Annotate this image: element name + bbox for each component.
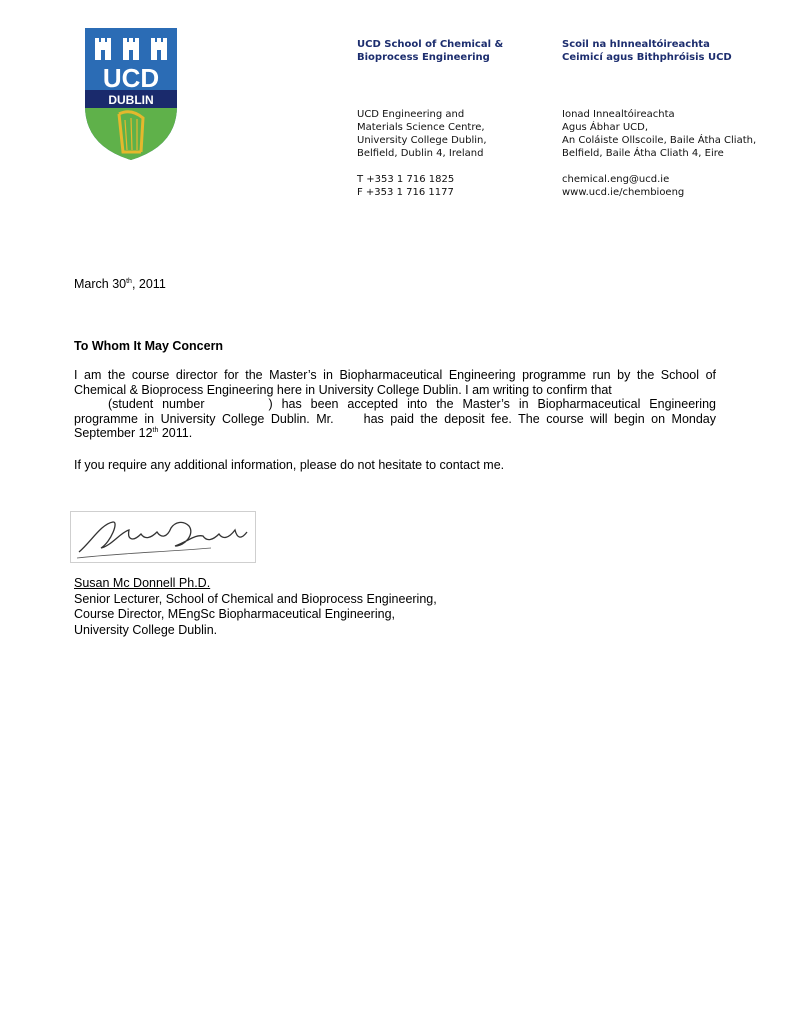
date-year: , 2011 [131, 277, 166, 291]
email-address: chemical.eng@ucd.ie [562, 174, 670, 185]
school-name-en-line2: Bioprocess Engineering [357, 52, 490, 63]
paragraph-text: (student number [108, 397, 205, 411]
body-paragraph-2: If you require any additional information, please do not hesitate to contact me. [74, 458, 505, 472]
school-name-en-line1: UCD School of Chemical & [357, 39, 504, 50]
address-ga-line: Agus Ábhar UCD, [562, 122, 649, 133]
school-name-ga-line1: Scoil na hInnealtóireachta [562, 39, 710, 50]
address-ga-line: Ionad Innealtóireachta [562, 109, 675, 120]
greeting: To Whom It May Concern [74, 339, 224, 353]
school-name-ga-line2: Ceimicí agus Bithphróisis UCD [562, 52, 732, 63]
school-name-ga [562, 38, 732, 64]
phone-fax [357, 173, 454, 199]
ordinal-suffix: th [152, 426, 159, 434]
website-url: www.ucd.ie/chembioeng [562, 187, 685, 198]
signatory-name: Susan Mc Donnell Ph.D. [74, 576, 211, 590]
letter-date [74, 277, 716, 292]
address-ga-line: An Coláiste Ollscoile, Baile Átha Cliath, [562, 135, 757, 146]
address-en-line: Materials Science Centre, [357, 122, 485, 133]
school-name-en [357, 38, 503, 64]
ucd-crest-logo [85, 28, 177, 160]
date-ordinal: th [126, 277, 132, 285]
paragraph-text: 2011. [158, 426, 193, 440]
logo-text-dublin: DUBLIN [108, 93, 154, 107]
body-paragraph-1 [74, 368, 716, 441]
address-en-line: Belfield, Dublin 4, Ireland [357, 148, 484, 159]
signatory-title: Senior Lecturer, School of Chemical and Bioprocess Engineering, [74, 591, 437, 606]
address-ga-line: Belfield, Baile Átha Cliath 4, Eire [562, 148, 724, 159]
paragraph-text: I am the course director for the Master’s in Biopharmaceutical Engineering programme run by the School of Chemical & Bioprocess Engineering here in University College Dublin. I am writing to confirm that [74, 368, 716, 397]
signatory-institution: University College Dublin. [74, 622, 218, 637]
paragraph-text: ) has been accepted into the Master’s in Biopharmaceutical Engineering programme in University College Dublin. Mr. [74, 397, 716, 426]
address-en [357, 108, 487, 160]
paragraph-text: has paid the deposit fee. The course will begin on Monday September 12 [74, 411, 717, 440]
fax-number: F +353 1 716 1177 [357, 187, 454, 198]
handwritten-signature [70, 511, 256, 563]
date-text: March 30 [74, 277, 127, 291]
logo-text-ucd: UCD [102, 63, 160, 93]
email-web [562, 173, 684, 199]
address-en-line: University College Dublin, [357, 135, 487, 146]
signatory-block [74, 576, 437, 638]
signatory-title: Course Director, MEngSc Biopharmaceutical Engineering, [74, 607, 395, 621]
address-ga [562, 108, 756, 160]
phone-number: T +353 1 716 1825 [357, 174, 455, 185]
address-en-line: UCD Engineering and [357, 109, 465, 120]
